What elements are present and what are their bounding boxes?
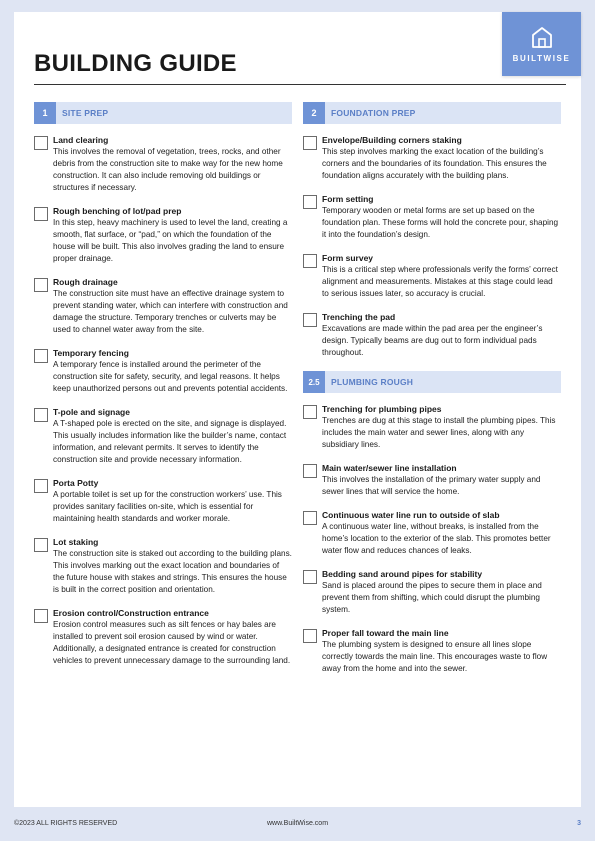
section-number: 1 (34, 102, 56, 124)
item-title: Trenching for plumbing pipes (322, 404, 442, 414)
item-body (53, 407, 292, 466)
copyright: ©2023 ALL RIGHTS RESERVED (14, 820, 118, 827)
checkbox[interactable] (303, 136, 317, 150)
checkbox[interactable] (303, 254, 317, 268)
checklist-item (34, 277, 292, 336)
item-title: Land clearing (53, 135, 109, 145)
section-header-plumbing-rough (303, 371, 561, 393)
item-description: A T-shaped pole is erected on the site, and signage is displayed. This usually includes information like the builder’s name, contact information, and relevant permits. It serves to identify the construction site and provide necessary information. (53, 419, 287, 464)
item-title: Erosion control/Construction entrance (53, 608, 209, 618)
item-title: Rough benching of lot/pad prep (53, 206, 182, 216)
page-number: 3 (577, 820, 581, 827)
item-body (322, 510, 561, 557)
checklist-site-prep (34, 135, 292, 667)
checkbox[interactable] (303, 511, 317, 525)
item-description: A temporary fence is installed around the perimeter of the construction site for safety, security, and legal reasons. It helps keep unauthorized persons out and prevents potential accidents. (53, 360, 288, 393)
item-description: In this step, heavy machinery is used to level the land, creating a smooth, flat surface, or “pad,” on which the foundation of the house will be built. This also involves grading the land to ensure proper drainage. (53, 218, 288, 263)
checkbox[interactable] (34, 609, 48, 623)
checklist-item (303, 463, 561, 498)
brand-name: BUILTWISE (512, 54, 571, 63)
checklist-foundation-prep (303, 135, 561, 359)
item-description: Trenches are dug at this stage to install the plumbing pipes. This includes the main water and sewer lines, along with any subsidiary lines. (322, 416, 556, 449)
checklist-item (303, 510, 561, 557)
item-title: Porta Potty (53, 478, 99, 488)
checklist-item (34, 206, 292, 265)
item-description: Excavations are made within the pad area per the engineer’s design. Typically beams are dug out to form individual pads throughout. (322, 324, 543, 357)
item-title: Continuous water line run to outside of slab (322, 510, 500, 520)
right-column (303, 102, 561, 687)
item-description: This involves the installation of the primary water supply and sewer lines that will service the home. (322, 475, 541, 496)
item-description: The construction site must have an effective drainage system to prevent standing water, which can interfere with construction and damage the structure. Temporary trenches or culverts may be used to channel water away from the site. (53, 289, 288, 334)
item-title: Temporary fencing (53, 348, 129, 358)
item-body (53, 537, 292, 596)
item-body (322, 135, 561, 182)
item-title: Bedding sand around pipes for stability (322, 569, 483, 579)
item-title: Form setting (322, 194, 374, 204)
item-body (322, 569, 561, 616)
checklist-item (303, 404, 561, 451)
checklist-item (303, 312, 561, 359)
checklist-item (34, 407, 292, 466)
item-body (322, 194, 561, 241)
checklist-item (303, 253, 561, 300)
checkbox[interactable] (34, 479, 48, 493)
left-column (34, 102, 292, 679)
section-title: PLUMBING ROUGH (331, 377, 414, 387)
section-header-foundation-prep (303, 102, 561, 124)
item-description: Sand is placed around the pipes to secure them in place and prevent them from shifting, which could disrupt the plumbing system. (322, 581, 542, 614)
checkbox[interactable] (303, 464, 317, 478)
item-body (322, 253, 561, 300)
brand-logo (502, 12, 581, 76)
item-title: Proper fall toward the main line (322, 628, 449, 638)
item-body (53, 608, 292, 667)
item-title: Trenching the pad (322, 312, 396, 322)
checkbox[interactable] (303, 570, 317, 584)
item-description: A portable toilet is set up for the construction workers’ use. This provides sanitary facilities on-site, which is essential for maintaining health standards and worker morale. (53, 490, 282, 523)
checkbox[interactable] (303, 313, 317, 327)
item-body (322, 404, 561, 451)
item-body (322, 312, 561, 359)
checkbox[interactable] (34, 408, 48, 422)
checklist-item (303, 569, 561, 616)
website-link[interactable]: www.BuiltWise.com (266, 820, 329, 827)
checklist-plumbing-rough (303, 404, 561, 675)
item-title: Envelope/Building corners staking (322, 135, 462, 145)
section-header-site-prep (34, 102, 292, 124)
item-description: Temporary wooden or metal forms are set up based on the foundation plan. These forms will hold the concrete pour, shaping it into the foundation’s design. (322, 206, 559, 239)
section-number: 2.5 (303, 371, 325, 393)
item-description: This step involves marking the exact location of the building’s corners and the boundaries of its foundation. This ensures the foundation aligns accurately with the building plans. (322, 147, 547, 180)
item-description: The construction site is staked out according to the building plans. This involves marking out the exact location and boundaries of the future house with stakes and strings. This ensures the house is built in the correct position and orientation. (53, 549, 292, 594)
item-title: Main water/sewer line installation (322, 463, 457, 473)
item-description: Erosion control measures such as silt fences or hay bales are installed to prevent soil erosion caused by wind or water. Additionally, a designated entrance is created for construction vehicles to prevent unnecessary damage to the surrounding land. (53, 620, 291, 665)
checkbox[interactable] (34, 136, 48, 150)
checklist-item (34, 348, 292, 395)
checkbox[interactable] (34, 207, 48, 221)
house-icon (531, 26, 553, 50)
item-body (53, 478, 292, 525)
section-number: 2 (303, 102, 325, 124)
item-body (322, 628, 561, 675)
checkbox[interactable] (303, 629, 317, 643)
checklist-item (34, 608, 292, 667)
checkbox[interactable] (303, 195, 317, 209)
section-title: FOUNDATION PREP (331, 108, 416, 118)
checklist-item (303, 194, 561, 241)
checkbox[interactable] (34, 278, 48, 292)
checkbox[interactable] (34, 349, 48, 363)
checklist-item (34, 478, 292, 525)
checkbox[interactable] (34, 538, 48, 552)
checklist-item (34, 537, 292, 596)
page-footer (14, 820, 581, 832)
item-title: Lot staking (53, 537, 99, 547)
item-body (53, 348, 292, 395)
checkbox[interactable] (303, 405, 317, 419)
checklist-item (34, 135, 292, 194)
item-description: This is a critical step where professionals verify the forms’ correct alignment and measurements. Mistakes at this stage could lead to serious issues later, so accuracy is crucial. (322, 265, 558, 298)
page-title: BUILDING GUIDE (34, 50, 237, 77)
item-title: Form survey (322, 253, 374, 263)
section-title: SITE PREP (62, 108, 109, 118)
item-description: This involves the removal of vegetation, trees, rocks, and other debris from the construction site to make way for the new home construction. It can also include removing old buildings or structures if necessary. (53, 147, 283, 192)
checklist-item (303, 628, 561, 675)
item-body (53, 135, 292, 194)
item-title: T-pole and signage (53, 407, 130, 417)
item-description: The plumbing system is designed to ensure all lines slope correctly towards the main line. This encourages waste to flow away from the home and into the sewer. (322, 640, 548, 673)
title-divider (34, 84, 566, 85)
checklist-item (303, 135, 561, 182)
item-description: A continuous water line, without breaks, is installed from the home’s location to the exterior of the slab. This promotes better water flow and reduces chances of leaks. (322, 522, 551, 555)
item-title: Rough drainage (53, 277, 118, 287)
item-body (53, 277, 292, 336)
page-sheet (14, 12, 581, 807)
item-body (53, 206, 292, 265)
item-body (322, 463, 561, 498)
